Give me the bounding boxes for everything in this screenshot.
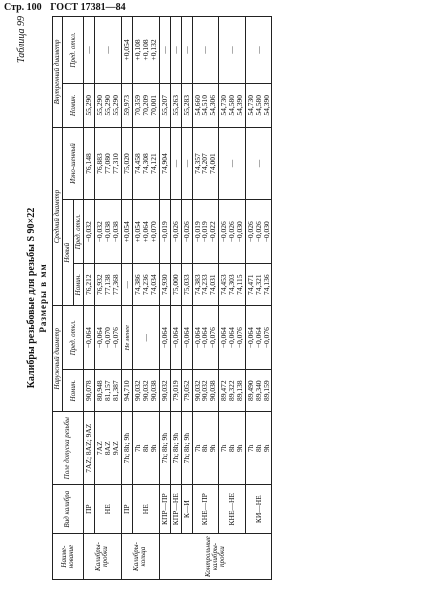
inner-nom-cell: 55,207: [159, 83, 170, 127]
tolerance-cell: 7AZ; 8AZ; 9AZ: [84, 412, 95, 485]
group-cell: Контрольные калибры-пробки: [159, 534, 272, 580]
inner-nom-cell: 70,359 70,209 70,001: [133, 83, 160, 127]
header-inner-nom: Номин.: [63, 83, 84, 127]
middle-nom-cell: 74,471 74,321 74,136: [245, 264, 272, 306]
middle-nom-cell: 76,932 77,138 77,368: [94, 264, 121, 306]
outer-dev-cell: −0,064: [181, 306, 192, 370]
inner-dev-cell: —: [94, 17, 121, 84]
table-row: [170, 17, 181, 580]
type-cell: КПР—ПР: [159, 485, 170, 534]
header-inner: Внутренний диаметр: [53, 17, 63, 128]
middle-dev-cell: −0,032 −0,038 −0,038: [94, 200, 121, 264]
outer-dev-cell: −0,064: [159, 306, 170, 370]
header-outer-dev: Пред. откл.: [63, 306, 84, 370]
outer-dev-cell: —: [133, 306, 160, 370]
gauge-table: [52, 16, 272, 580]
inner-nom-cell: 59,973: [121, 83, 133, 127]
type-cell: КНЕ—ПР: [192, 485, 219, 534]
tolerance-cell: 7h; 8h; 9h: [170, 412, 181, 485]
inner-dev-cell: —: [159, 17, 170, 84]
middle-nom-cell: 75,033: [181, 264, 192, 306]
header-middle: Средний диаметр: [53, 127, 63, 305]
middle-worn-cell: —: [245, 127, 272, 199]
inner-nom-cell: 55,283: [181, 83, 192, 127]
header-group: Наиме-нование: [53, 534, 84, 580]
inner-dev-cell: —: [84, 17, 95, 84]
inner-nom-cell: 54,730 54,580 54,390: [219, 83, 246, 127]
table-row: [192, 17, 219, 580]
type-cell: НЕ: [133, 485, 160, 534]
outer-dev-cell: −0,064: [170, 306, 181, 370]
inner-dev-cell: —: [219, 17, 246, 84]
table-row: [159, 17, 170, 580]
tolerance-cell: 7h; 8h; 9h: [121, 412, 133, 485]
inner-dev-cell: —: [181, 17, 192, 84]
table-row: [219, 17, 246, 580]
tolerance-cell: 7h 8h 9h: [245, 412, 272, 485]
outer-nom-cell: 89,472 89,322 89,138: [219, 370, 246, 412]
header-new: Новый: [63, 200, 73, 306]
inner-dev-cell: —: [192, 17, 219, 84]
middle-worn-cell: 76,883 77,080 77,310: [94, 127, 121, 199]
outer-nom-cell: 89,490 89,340 89,159: [245, 370, 272, 412]
table-number: Таблица 99: [16, 16, 27, 63]
middle-nom-cell: 74,930: [159, 264, 170, 306]
middle-nom-cell: 74,453 74,303 74,115: [219, 264, 246, 306]
tolerance-cell: 7h; 8h; 9h: [159, 412, 170, 485]
inner-nom-cell: 55,290: [84, 83, 95, 127]
outer-nom-cell: 79,052: [181, 370, 192, 412]
middle-worn-cell: 74,458 74,308 74,121: [133, 127, 160, 199]
middle-worn-cell: 74,904: [159, 127, 170, 199]
type-cell: КНЕ—НЕ: [219, 485, 246, 534]
middle-dev-cell: −0,032: [84, 200, 95, 264]
header-middle-nom: Номин.: [73, 264, 83, 306]
middle-worn-cell: —: [181, 127, 192, 199]
outer-dev-cell: −0,064 −0,064 −0,076: [245, 306, 272, 370]
middle-worn-cell: 75,020: [121, 127, 133, 199]
not-less-note: Не менее: [123, 325, 131, 351]
middle-nom-cell: 74,386 74,236 74,034: [133, 264, 160, 306]
middle-dev-cell: −0,026 −0,026 −0,030: [219, 200, 246, 264]
header-tolerance: Поле допуска резьбы: [53, 412, 84, 485]
outer-dev-cell: −0,064 −0,064 −0,076: [219, 306, 246, 370]
tolerance-cell: 7AZ 8AZ 9AZ: [94, 412, 121, 485]
outer-nom-cell: 79,019: [170, 370, 181, 412]
type-cell: КПР—НЕ: [170, 485, 181, 534]
table-row: [121, 17, 133, 580]
outer-dev-cell: −0,064: [84, 306, 95, 370]
header-worn: Изно-шенный: [63, 127, 84, 199]
outer-dev-cell: −0,064 −0,064 −0,076: [192, 306, 219, 370]
inner-dev-cell: —: [170, 17, 181, 84]
middle-nom-cell: —: [121, 264, 133, 306]
table-row: [84, 17, 95, 580]
outer-dev-cell: −0,064 −0,070 −0,076: [94, 306, 121, 370]
middle-dev-cell: −0,026: [181, 200, 192, 264]
page-header: [4, 2, 132, 13]
type-cell: ПР: [121, 485, 133, 534]
outer-nom-cell: 90,078: [84, 370, 95, 412]
header-outer: Наружный диаметр: [53, 306, 63, 412]
header-type: Вид калибра: [53, 485, 84, 534]
outer-nom-cell: 80,948 81,157 81,387: [94, 370, 121, 412]
table-title: Калибры резьбовые для резьбы S 90×22: [26, 207, 37, 389]
type-cell: НЕ: [94, 485, 121, 534]
middle-worn-cell: —: [170, 127, 181, 199]
page-number: Стр. 100: [4, 2, 42, 13]
middle-dev-cell: −0,019 −0,019 −0,022: [192, 200, 219, 264]
tolerance-cell: 7h 8h 9h: [219, 412, 246, 485]
middle-dev-cell: −0,026 −0,026 −0,030: [245, 200, 272, 264]
middle-dev-cell: +0,054 +0,064 +0,070: [133, 200, 160, 264]
table-row: [245, 17, 272, 580]
type-cell: КИ—НЕ: [245, 485, 272, 534]
group-cell: Калибры-кольца: [121, 534, 159, 580]
middle-worn-cell: 76,148: [84, 127, 95, 199]
outer-nom-cell: 94,710: [121, 370, 133, 412]
type-cell: К—И: [181, 485, 192, 534]
inner-nom-cell: 54,660 54,510 54,306: [192, 83, 219, 127]
middle-dev-cell: +0,054: [121, 200, 133, 264]
header-middle-dev: Пред. откл.: [73, 200, 83, 264]
table-row: [133, 17, 160, 580]
tolerance-cell: 7h; 8h; 9h: [181, 412, 192, 485]
inner-nom-cell: 54,730 54,580 54,390: [245, 83, 272, 127]
middle-worn-cell: —: [219, 127, 246, 199]
inner-dev-cell: +0,054: [121, 17, 133, 84]
middle-nom-cell: 75,000: [170, 264, 181, 306]
table-subtitle: Размеры в мм: [38, 263, 48, 333]
outer-nom-cell: 90,032 90,032 90,038: [192, 370, 219, 412]
outer-nom-cell: 90,032 90,032 90,038: [133, 370, 160, 412]
tolerance-cell: 7h 8h 9h: [192, 412, 219, 485]
table-row: [181, 17, 192, 580]
middle-dev-cell: −0,026: [170, 200, 181, 264]
inner-dev-cell: +0,108 +0,108 +0,132: [133, 17, 160, 84]
type-cell: ПР: [84, 485, 95, 534]
middle-nom-cell: 76,212: [84, 264, 95, 306]
middle-nom-cell: 74,383 74,233 74,031: [192, 264, 219, 306]
rotated-table-area: [16, 16, 420, 580]
header-inner-dev: Пред. откл.: [63, 17, 84, 84]
header-outer-nom: Номин.: [63, 370, 84, 412]
middle-worn-cell: 74,357 74,207 74,001: [192, 127, 219, 199]
inner-dev-cell: —: [245, 17, 272, 84]
standard-code: ГОСТ 17381—84: [50, 2, 126, 13]
outer-dev-cell: [121, 306, 133, 370]
inner-nom-cell: 55,263: [170, 83, 181, 127]
group-cell: Калибры-пробки: [84, 534, 122, 580]
inner-nom-cell: 55,290 55,290 55,290: [94, 83, 121, 127]
middle-dev-cell: −0,019: [159, 200, 170, 264]
tolerance-cell: 7h 8h 9h: [133, 412, 160, 485]
outer-nom-cell: 90,032: [159, 370, 170, 412]
table-row: [94, 17, 121, 580]
